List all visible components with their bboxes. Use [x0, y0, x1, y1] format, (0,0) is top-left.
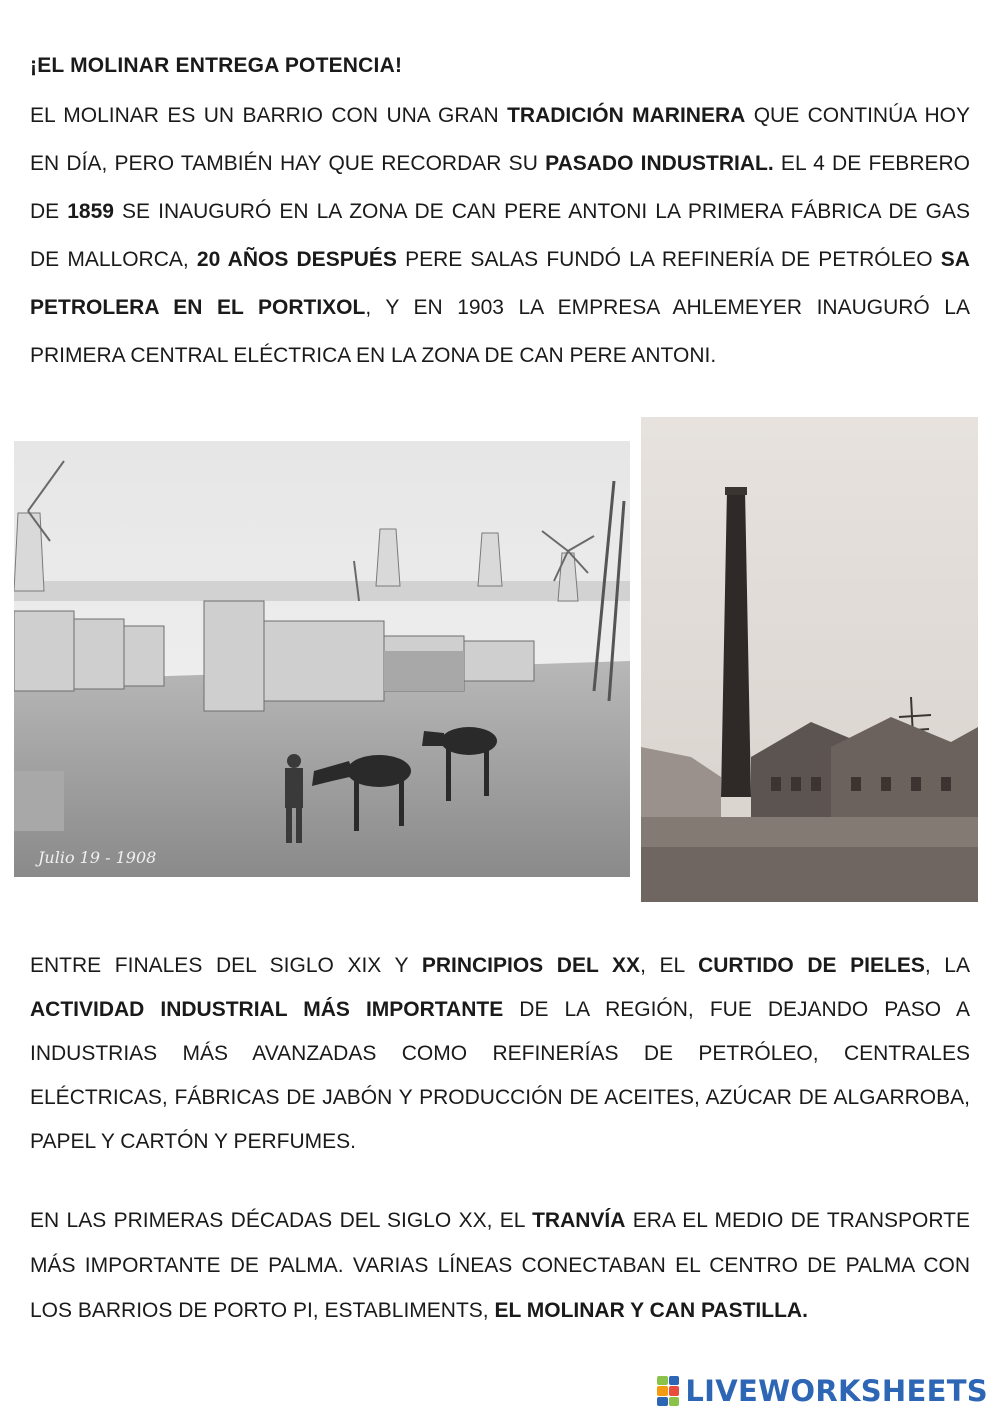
- text-run: EN LAS PRIMERAS DÉCADAS DEL SIGLO XX, EL: [30, 1209, 533, 1232]
- text-run: , Y EN 1903 LA EMPRESA AHLEMEYER INAUGURÓ LA PRIMERA CENTRAL ELÉCTRICA EN LA ZONA DE CAN PERE ANTONI.: [30, 296, 970, 367]
- liveworksheets-logo[interactable]: [657, 1373, 988, 1409]
- paragraph-industrial-past: [30, 92, 970, 380]
- bold-phrase: PASADO INDUSTRIAL.: [545, 152, 774, 175]
- bold-phrase: CURTIDO DE PIELES: [698, 954, 925, 977]
- power-plant-chimney-photo: [641, 417, 978, 902]
- liveworksheets-logo-text: LIVEWORKSHEETS: [685, 1374, 988, 1408]
- construction-site-photo: [14, 441, 630, 877]
- photo-date-caption: Julio 19 - 1908: [38, 848, 157, 867]
- text-run: , LA: [924, 954, 970, 977]
- text-run: QUE CONTINÚA HOY EN DÍA, PERO TAMBIÉN HAY QUE RECORDAR SU: [30, 104, 971, 175]
- text-run: EL MOLINAR ES UN BARRIO CON UNA GRAN: [30, 104, 508, 127]
- paragraph-tram: [30, 1198, 970, 1333]
- text-run: ERA EL MEDIO DE TRANSPORTE MÁS IMPORTANTE DE PALMA. VARIAS LÍNEAS CONECTABAN EL CENTRO DE PALMA CON LOS BARRIOS DE PORTO PI, ESTABLIMENTS,: [30, 1209, 970, 1322]
- bold-phrase: EL MOLINAR Y CAN PASTILLA.: [494, 1299, 808, 1322]
- text-run: , EL: [640, 954, 699, 977]
- text-run: DE LA REGIÓN, FUE DEJANDO PASO A INDUSTRIAS MÁS AVANZADAS COMO REFINERÍAS DE PETRÓLEO, CENTRALES ELÉCTRICAS, FÁBRICAS DE JABÓN Y PRODUCCIÓN DE ACEITES, AZÚCAR DE ALGARROBA, PAPEL Y CARTÓN Y PERFUMES.: [30, 998, 970, 1153]
- text-run: EL 4 DE FEBRERO DE: [30, 152, 970, 223]
- text-run: PERE SALAS FUNDÓ LA REFINERÍA DE PETRÓLEO: [396, 248, 941, 271]
- bold-phrase: TRANVÍA: [532, 1209, 626, 1232]
- text-run: ENTRE FINALES DEL SIGLO XIX Y: [30, 954, 422, 977]
- text-run: SE INAUGURÓ EN LA ZONA DE CAN PERE ANTONI LA PRIMERA FÁBRICA DE GAS DE MALLORCA,: [30, 200, 970, 271]
- bold-phrase: 1859: [67, 200, 114, 223]
- bold-phrase: PRINCIPIOS DEL XX: [421, 954, 641, 977]
- bold-phrase: 20 AÑOS DESPUÉS: [196, 248, 397, 271]
- bold-phrase: SA PETROLERA EN EL PORTIXOL: [30, 248, 970, 319]
- paragraph-industries: [30, 944, 970, 1164]
- bold-phrase: TRADICIÓN MARINERA: [507, 104, 746, 127]
- page-title: ¡EL MOLINAR ENTREGA POTENCIA!: [30, 54, 403, 77]
- bold-phrase: ACTIVIDAD INDUSTRIAL MÁS IMPORTANTE: [30, 998, 504, 1021]
- liveworksheets-logo-icon: [657, 1376, 679, 1406]
